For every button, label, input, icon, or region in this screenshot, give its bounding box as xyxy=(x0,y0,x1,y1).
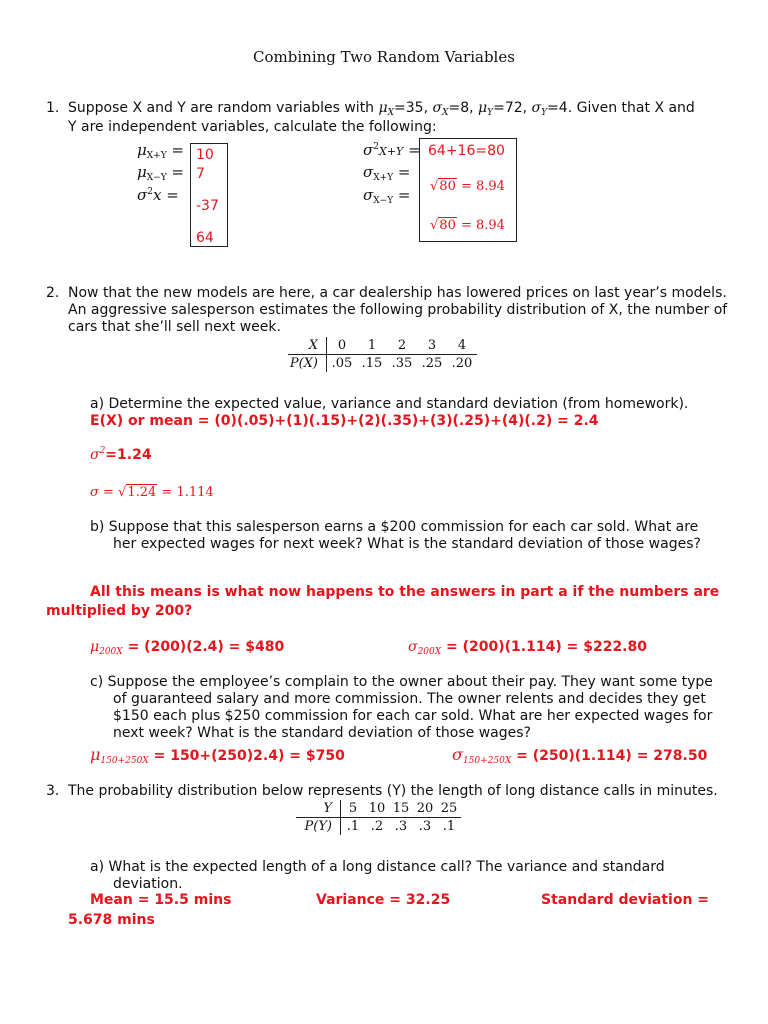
q2-table-p-label: P(X) xyxy=(288,355,327,373)
q3-probability-table xyxy=(296,800,461,835)
q3-table-p-label: P(Y) xyxy=(296,818,341,836)
q2a-variance-answer: $\sigma^2=1.24$ xyxy=(90,446,152,463)
q2-table-x-label: X xyxy=(288,337,327,355)
q1-label-sd-sum: $\sigma_{X+Y}$ = xyxy=(363,163,411,183)
q2-probability-table xyxy=(288,337,477,372)
q3a-variance-answer: Variance = 32.25 xyxy=(316,892,451,908)
q2-table-p-2: .35 xyxy=(391,356,413,371)
q3-table-y-4: 25 xyxy=(437,800,461,818)
q2b-sd-answer: $\sigma_{200X} = (200)(1.114)$ = $222.80 xyxy=(408,639,647,657)
q3-table-p-0: .1 xyxy=(346,819,360,834)
q2-table-x-1: 1 xyxy=(357,337,387,355)
q2b-note-line1: All this means is what now happens to the answers in part a if the numbers are xyxy=(90,584,720,600)
q1-answer-sd-diff: √80 = 8.94 xyxy=(430,218,505,233)
q2-line1: Now that the new models are here, a car dealership has lowered prices on last year’s models. xyxy=(68,285,727,301)
q3a-sd-answer-line2: 5.678 mins xyxy=(68,912,155,928)
q2-table-p-4: .20 xyxy=(451,356,473,371)
q1-label-mu-diff: $\mu_{X-Y}$ = xyxy=(137,163,184,183)
q2-table-x-4: 4 xyxy=(447,337,477,355)
q2c-mean-answer: $\mu_{150+250X} = 150+(250)2.4$) = $750 xyxy=(90,745,345,766)
q1-answer-mu-sum: 10 xyxy=(196,147,214,163)
q2-table-p-3: .25 xyxy=(421,356,443,371)
q3a-question-line2: deviation. xyxy=(113,876,183,892)
q2-number: 2. xyxy=(46,285,60,301)
q2-table-p-1: .15 xyxy=(361,356,383,371)
q3-table-p-2: .3 xyxy=(394,819,408,834)
q3-table-y-2: 15 xyxy=(389,800,413,818)
q1-label-var-sum: $\sigma^2X+Y$ = xyxy=(363,141,421,159)
q2-line3: cars that she’ll sell next week. xyxy=(68,319,281,335)
q2b-question-line1: b) Suppose that this salesperson earns a $200 commission for each car sold. What are xyxy=(90,519,699,535)
q2c-sd-answer: $\sigma_{150+250X} = (250)(1.114) = 278.50$ xyxy=(452,745,708,766)
q3a-mean-answer: Mean = 15.5 mins xyxy=(90,892,232,908)
q2-table-p-0: .05 xyxy=(331,356,353,371)
q2-table-x-2: 2 xyxy=(387,337,417,355)
q3-table-y-label: Y xyxy=(296,800,341,818)
q1-label-mu-sum: $\mu_{X+Y}$ = xyxy=(137,141,184,161)
q1-answer-mu-diff: 7 xyxy=(196,166,205,182)
q2c-question-line2: of guaranteed salary and more commission. The owner relents and decides they get xyxy=(113,691,706,707)
q3-table-y-3: 20 xyxy=(413,800,437,818)
q2c-question-line1: c) Suppose the employee’s complain to the owner about their pay. They want some type xyxy=(90,674,713,690)
q2a-mean-answer: E(X) or mean = (0)(.05)+(1)(.15)+(2)(.35)+(3)(.25)+(4)(.2) = 2.4 xyxy=(90,413,599,429)
q2-table-x-3: 3 xyxy=(417,337,447,355)
q1-number: 1. xyxy=(46,100,60,116)
q3-number: 3. xyxy=(46,783,60,799)
q3-line1: The probability distribution below represents (Y) the length of long distance calls in minutes. xyxy=(68,783,718,799)
q3-table-p-4: .1 xyxy=(442,819,456,834)
q2a-sd-answer: σ = √1.24 = 1.114 xyxy=(90,485,214,500)
q2-line2: An aggressive salesperson estimates the following probability distribution of X, the number of xyxy=(68,302,728,318)
q2b-question-line2: her expected wages for next week? What is the standard deviation of those wages? xyxy=(113,536,701,552)
q1-answer-var-sum: 64+16=80 xyxy=(428,143,505,159)
q1-answer-extra: 64 xyxy=(196,230,214,246)
q3-table-p-1: .2 xyxy=(370,819,384,834)
q1-label-sd-diff: $\sigma_{X-Y}$ = xyxy=(363,186,411,206)
q1-line2: Y are independent variables, calculate the following: xyxy=(68,119,437,135)
q2b-note-line2: multiplied by 200? xyxy=(46,603,193,619)
q2c-question-line4: next week? What is the standard deviation of those wages? xyxy=(113,725,531,741)
q3-table-y-1: 10 xyxy=(365,800,389,818)
q1-label-var-x: $\sigma^2x$ = xyxy=(137,186,179,204)
q3a-sd-answer-line1: Standard deviation = xyxy=(541,892,710,908)
q2-table-x-0: 0 xyxy=(327,337,358,355)
page-title: Combining Two Random Variables xyxy=(253,48,515,66)
q2b-mean-answer: $\mu_{200X} = (200)(2.4)$ = $480 xyxy=(90,639,285,657)
q3a-question-line1: a) What is the expected length of a long distance call? The variance and standard xyxy=(90,859,665,875)
q1-answer-sd-sum: √80 = 8.94 xyxy=(430,179,505,194)
q1-line1: Suppose X and Y are random variables with $\mu_X=35$, $\sigma_X=8$, $\mu_Y=72$, $\sigma_Y=4$. Given that X and xyxy=(68,100,695,118)
q2c-question-line3: $150 each plus $250 commission for each car sold. What are her expected wages for xyxy=(113,708,713,724)
q3-table-p-3: .3 xyxy=(418,819,432,834)
q1-answer-var-x: -37 xyxy=(196,198,219,214)
q2a-question: a) Determine the expected value, variance and standard deviation (from homework). xyxy=(90,396,689,412)
q3-table-y-0: 5 xyxy=(341,800,366,818)
